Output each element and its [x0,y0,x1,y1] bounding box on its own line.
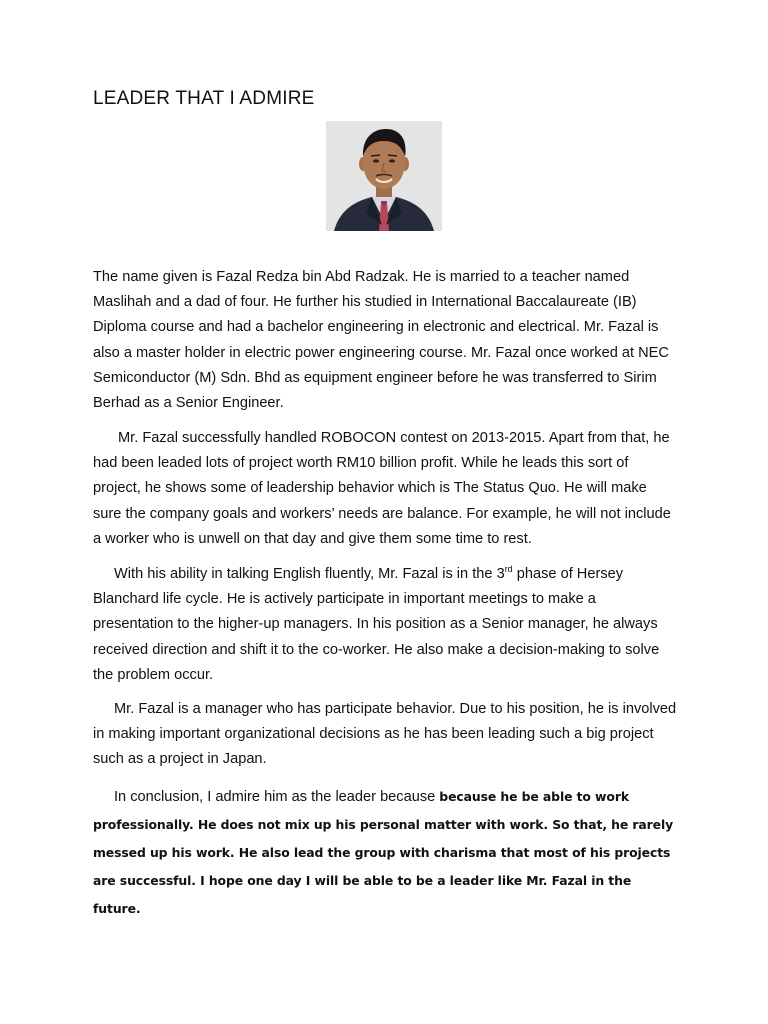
paragraph-participate-behavior: Mr. Fazal is a manager who has participate behavior. Due to his position, he is involved in making important organizational decisions as he has been leading such a big project such as a project in Japan. [93,701,677,768]
portrait-photo [326,121,442,231]
paragraph-hersey-blanchard-start: With his ability in talking English fluently, Mr. Fazal is in the 3 [114,566,505,582]
paragraph-hersey-blanchard-end: phase of Hersey Blanchard life cycle. He is actively participate in important meetings to make a presentation to the higher-up managers. In his position as a Senior manager, he always received direction and shift it to the co-worker. He also make a decision-making to solve the problem occur. [93,566,660,683]
portrait-illustration [326,121,442,231]
conclusion-regular-text: In conclusion, I admire him as the leader because [114,789,440,805]
paragraph-hersey-blanchard [93,562,677,688]
conclusion-bold-text: because he be able to work professionally. He does not mix up his personal matter with work. So that, he rarely messed up his work. He also lead the group with charisma that most of his projects are successful. I hope one day I will be able to be a leader like Mr. Fazal in the future. [93,789,674,916]
paragraph-background: The name given is Fazal Redza bin Abd Radzak. He is married to a teacher named Maslihah and a dad of four. He further his studied in International Baccalaureate (IB) Diploma course and had a bachelor engineering in electronic and electrical. Mr. Fazal is also a master holder in electric power engineering course. Mr. Fazal once worked at NEC Semiconductor (M) Sdn. Bhd as equipment engineer before he was transferred to Sirim Berhad as a Senior Engineer. [93,269,669,412]
ordinal-suffix: rd [504,564,513,575]
page-title: LEADER THAT I ADMIRE [93,88,315,109]
paragraph-achievements: Mr. Fazal successfully handled ROBOCON contest on 2013-2015. Apart from that, he had been leaded lots of project worth RM10 billion profit. While he leads this sort of project, he shows some of leadership behavior which is The Status Quo. He will make sure the company goals and workers’ needs are balance. For example, he will not include a worker who is unwell on that day and give them some time to rest. [93,430,671,547]
paragraph-conclusion [93,783,677,923]
